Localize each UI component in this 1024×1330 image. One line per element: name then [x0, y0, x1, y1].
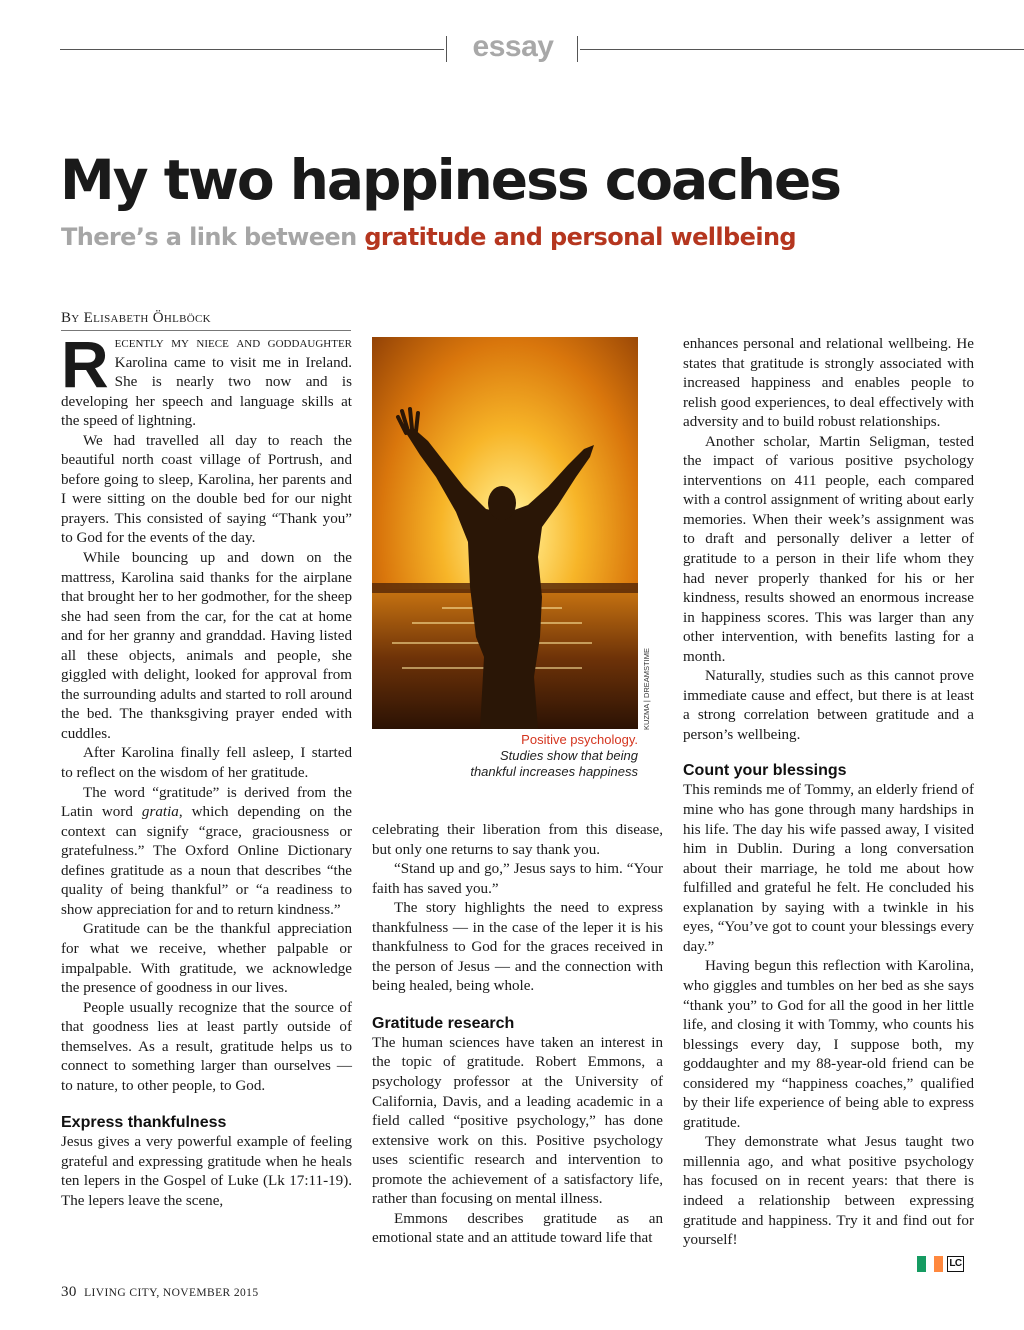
- section-rule-left: [60, 49, 444, 50]
- paragraph: Jesus gives a very powerful example of feeling grateful and expressing gratitude when he heals ten lepers in the Gospel of Luke (Lk 17:11-19). The lepers leave the scene,: [61, 1134, 352, 1209]
- section-heading: Express thankfulness: [61, 1114, 227, 1132]
- paragraph: The human sciences have taken an interest in the topic of gratitude. Robert Emmons, a psychology professor at the University of California, Davis, and a leading academic in a field called “positive psychology,” has done extensive work on this. Positive psychology uses scientific research and intervention to promote the achievement of a satisfactory life, rather than focusing on mental illness.: [372, 1034, 663, 1208]
- page-number: 30: [61, 1284, 77, 1300]
- irish-flag-icon: [917, 1256, 943, 1272]
- subheadline-part1: There’s a link between: [61, 223, 357, 251]
- sunset-silhouette-image: [372, 337, 638, 729]
- paragraph: Naturally, studies such as this cannot prove immediate cause and effect, but there is at least a strong correlation between gratitude and a person’s wellbeing.: [683, 668, 974, 743]
- end-marks: [917, 1255, 964, 1272]
- byline-author: Elisabeth Öhlböck: [83, 310, 211, 326]
- paragraph: enhances personal and relational wellbeing. He states that gratitude is strongly associated with increased happiness and enables people to relish good experiences, to deal effectively with adversity and to build robust relationships.: [683, 336, 974, 431]
- caption-line: thankful increases happiness: [470, 764, 638, 779]
- dropcap: R: [61, 327, 109, 401]
- paragraph: This reminds me of Tommy, an elderly friend of mine who has gone through many hardships in his life. The day his wife passed away, I visited him in Dublin. During a long conversation about their marriage, he told me about how fulfilled and grateful he felt. He concluded his explanation by saying with a twinkle in his eyes, “You’ve got to count your blessings every day.”: [683, 782, 974, 955]
- paragraph: Another scholar, Martin Seligman, tested the impact of various positive psychology interventions on 411 people, each compared with a control assignment of writing about early memories. When their week’s assignment was to draft and personally deliver a letter of gratitude to a person in their life whom they had never properly thanked for his or her kindness, results showed an enormous increase in happiness scores. This was larger than any other intervention, with benefits lasting for a month.: [683, 433, 974, 665]
- paragraph: “Stand up and go,” Jesus says to him. “Your faith has saved you.”: [372, 861, 663, 897]
- paragraph-text: The word “gratitude” is derived from the Latin word: [61, 784, 352, 821]
- page-footer: [61, 1284, 258, 1301]
- publication-info: LIVING CITY, NOVEMBER 2015: [84, 1287, 259, 1299]
- paragraph: Gratitude can be the thankful appreciation for what we receive, whether palpable or impalpable. With gratitude, we acknowledge the presence of goodness in our lives.: [61, 921, 352, 997]
- paragraph-opening: [61, 327, 352, 432]
- headline: My two happiness coaches: [60, 148, 841, 212]
- opening-smallcaps: ecently my niece and goddaughter: [114, 335, 352, 351]
- section-heading: Count your blessings: [683, 762, 847, 780]
- section-divider-tick: [446, 36, 447, 62]
- paragraph: celebrating their liberation from this disease, but only one returns to say thank you.: [372, 822, 663, 858]
- latin-term: gratia: [141, 804, 179, 821]
- paragraph: The story highlights the need to express thankfulness — in the case of the leper it is his thankfulness to God for the graces received in the person of Jesus — and the connection with being healed, being whole.: [372, 900, 663, 995]
- section-divider-tick: [577, 36, 578, 62]
- subheadline-part2: gratitude and personal wellbeing: [364, 223, 797, 251]
- paragraph: They demonstrate what Jesus taught two millennia ago, and what positive psychology has focused on in recent years: that there is indeed a relationship between expressing gratitude and happiness. Try it and find out for yourself!: [683, 1134, 974, 1249]
- paragraph-text: , which depending on the context can signify “grace, graciousness or gratefulness.” The Oxford Online Dictionary defines gratitude as a noun that describes “the quality of being thankful” or “a readiness to show appreciation for and to return kindness.”: [61, 804, 352, 918]
- photo-caption: [440, 732, 638, 780]
- paragraph: We had travelled all day to reach the beautiful north coast village of Portrush, and before going to sleep, Karolina, her parents and I were sitting on the double bed for our night prayers. This consisted of saying “Thank you” to God for the events of the day.: [61, 432, 352, 547]
- article-column-3: [683, 335, 974, 1251]
- photo-credit: [640, 648, 654, 730]
- subheadline: [61, 223, 796, 251]
- caption-title: Positive psychology.: [521, 732, 638, 747]
- paragraph: While bouncing up and down on the mattress, Karolina said thanks for the airplane that brought her to her godmother, for the sheep she had seen from the car, for the cat at home and for her granny and granddad. Having listed all these objects, animals and people, she giggled with delight, looked for approval from the surrounding adults and started to roll around the bed. The thanksgiving prayer ended with cuddles.: [61, 550, 352, 742]
- paragraph: Emmons describes gratitude as an emotional state and an attitude toward life that: [372, 1210, 663, 1247]
- caption-line: Studies show that being: [499, 748, 638, 763]
- section-label: essay: [472, 30, 554, 63]
- opening-text: Karolina came to visit me in Ireland. She is nearly two now and is developing her speech and language skills at the speed of lightning.: [61, 354, 352, 430]
- paragraph: After Karolina finally fell asleep, I started to reflect on the wisdom of her gratitude.: [61, 745, 352, 782]
- photo-credit-text: KUZMA | DREAMSTIME: [642, 648, 651, 730]
- article-column-2: [372, 821, 663, 1249]
- section-heading: Gratitude research: [372, 1014, 515, 1032]
- byline-prefix: By: [61, 310, 80, 326]
- paragraph: [61, 784, 352, 921]
- living-city-logo: LC: [947, 1256, 964, 1272]
- paragraph: People usually recognize that the source of that goodness lies at least partly outside of themselves. As a result, gratitude helps us to connect to something larger than ourselves — to nature, to other people, to God.: [61, 999, 352, 1094]
- article-photo: [372, 337, 638, 729]
- paragraph: Having begun this reflection with Karolina, who giggles and tumbles on her bed as she says “thank you” to God for all the good in her little life, and closing it with Tommy, who counts his blessings every day, I suppose both, my goddaughter and my 88-year-old friend can be considered my “happiness coaches,” qualified by their life experience of being able to express gratitude.: [683, 958, 974, 1131]
- article-column-1: [61, 327, 352, 1212]
- section-rule-right: [580, 49, 1024, 50]
